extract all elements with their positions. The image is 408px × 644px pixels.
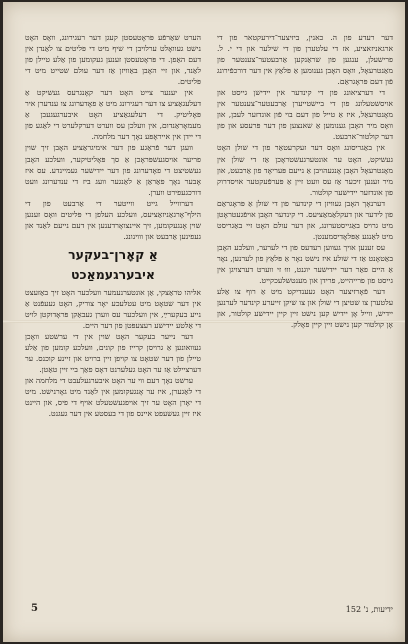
right-paragraph-2: די דערציאונג פון די קינדער אין יידישן גייסט און אויסשטעלונג פון די ביישטייערן אַרבעטער־צענטער אין מאָנטרעאַל, איז אַ טייל פון דעם בוי פֿון אונדזער לעבן, און וואָס מיר האָבן גענומען אַ שאנצען פון דער פּרעסע און פון דער קולטור־ארבעט. [217, 88, 393, 142]
left-column [25, 32, 201, 419]
left-paragraph-3: וועגן דער פֿראַגע פון דער אימיגראַציע האָבן זיך שוין פריער אויסגעשפּראָכן אַ סך פּאָליטיקער, וועלכע האָבן געשטיצט די פאָדערונג פון דער יידישער געמיינדע. עס איז אָבער נאָך פאַראַן אַ לאַנגער וועג ביז די ענדערונג וועט דורכגעפירט ווערן. [25, 143, 201, 197]
issue-line: ידיעות, נ' 152 [345, 605, 393, 614]
left-paragraph-6: דער נייער בעקער האָט שוין אין די ערשטע וואָכן געוואונען אַ גרויסן קרייז פון קונים, וועלכע קומען פון אַלע טיילן פון דער שטאָט צו קויפן זיין ברויט און זיינע קוכנס. ער דערציילט אַז ער האָט געלערנט דאָס פאַך ביי זיין טאַטן. [25, 332, 201, 375]
newspaper-page [3, 2, 405, 642]
right-paragraph-6: דער פֿאָרזיצער האָט געענדיקט מיט אַ רוף צו אַלע עלטערן צו שטיצן די שולן און צו שיקן זייערע קינדער לערנען יידיש, ווייל אָן יידיש קען נישט זיין קיין יידישע קולטור, און אָן קולטור קען נישט זיין קיין פאָלק. [217, 287, 393, 330]
left-paragraph-1: הערט שאַרפֿע פּראָטעסטן קעגן דער רעגירונג, וואָס האָט נישט געוואָלט ערלויבן די שיף מיט די פּליטים צו לאַנדן אין דעם האַפן. די פּראָטעסטן זענען געקומען פון אַלע טיילן פון לאַנד, און זיי האָבן באַוויזן אַז דער עולם שטייט מיט די פּליטים. [25, 33, 201, 87]
right-paragraph-4: דערנאָך האָבן געוויזן די קינדער פון די שולן אַ פּראָגראַם פון לידער און דעקלאַמאַציעס. די קינדער האָבן אויפֿגעטראָטן מיט גרויס באַגייסטערונג, און דער עולם האָט זיי באַגריסט מיט לאַנגע אַפּלאָדיסמענטן. [217, 198, 393, 241]
left-paragraph-5: אליהו טראַצקי, אַן אונטערנעמער וועלכער האָט זיך באַזעצט אין דער שטאָט מיט עטלעכע יאָר צוריק, האָט געעפֿנט אַ נייע בעקערײַ, אין וועלכער עס ווערן געבאַקן פּראָדוקטן לויט די אַלטע יידישע רעצעפּטן פון דער היים. [25, 287, 201, 331]
left-paragraph-7: ערשט נאָך דעם ווי ער האָט איבערגעלעבט די מלחמה און די לאַגערן, איז ער אָנגעקומען אין לאַנד מיט גאָרנישט. מיט די יאָרן האָט ער זיך אויפגעשטעלט אויף די פיס, און היינט איז זיין געשעפט איינס פון די בעסטע אין דער געגנט. [25, 376, 201, 419]
left-paragraph-2: אין יענער צייט האָט דער קאָנגרעס געשיקט אַ דעלעגאַציע צו דער רעגירונג מיט אַ פאָדערונג צו ענדערן איר פּאָליטיק. די דעלעגאַציע האָט איבערגעגעבן אַ מעמאָראַנדום, אין וועלכן עס ווערט דערקלערט די לאַגע פון די יידן אין אייראָפּע נאָך דער מלחמה. [25, 88, 201, 142]
right-paragraph-5: עס זענען אויך געווען רעדעס פון די לערער, וועלכע האָבן באַטאָנט אַז די שולע איז נישט נאָר אַ פּלאַץ פון לערנען, נאָר אַ היים פאַר דער יידישער יוגנט, וווּ זי ווערט דערצויגן אין גייסט פון פרייהייט, פרידן און מענטשלעכקייט. [217, 242, 393, 286]
page-number: 5 [31, 603, 38, 614]
left-paragraph-4: דערווייל גייט ווייטער די אַרבעט פון די הילף־אָרגאַניזאַציעס, וועלכע העלפן די פּליטים וואָס זענען שוין אָנגעקומען, זיך איינצואָרדענען אין דעם נייעם לאַנד און געפינען אַרבעט און וווינונג. [25, 198, 201, 241]
article-heading: אַ קאָרן־בעקער איבערגעמאַכט [68, 246, 158, 282]
right-column [217, 32, 393, 330]
right-paragraph-3: אין באַגריסונג וואָס דער זעקרעטאַר פון די שולן האָט געשיקט, האָט ער אונטערגעשטראָכן אַז די שולן אין מאָנטרעאָל האָבן אָנגעהויבן אַ נייעם פּעריאָד פון אַרבעט, און מיר זענען זיכער אַז עס וועט זיין אַ פּערפֿעקטער אויסדרוק פון אונדזער יידישער קולטור. [217, 143, 393, 197]
right-paragraph-1: דער רעדע פון ה. כאנין, ביזיצער־דירעקטאר פון די ארגאניזאציע, אז די עלטערן פון די שילער און די י. ל. פרישעלן, ענגען פון שראַנקען אַרבעטער־צענטער פון מאַנטרעאָל, וואָס האָבן גענומען אַ פּלאַץ אין דער דורכפֿירונג פֿון דעם פּראָגראַם. [217, 33, 393, 87]
